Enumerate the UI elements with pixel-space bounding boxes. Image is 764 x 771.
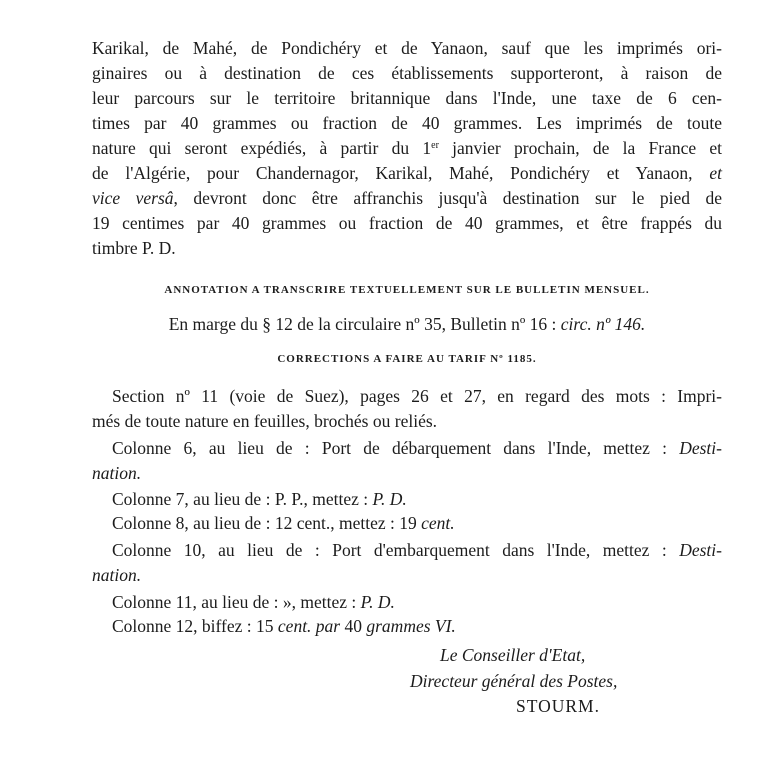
corrections-heading: CORRECTIONS A FAIRE AU TARIF Nº 1185. — [277, 353, 537, 365]
annotation-text: En marge du § 12 de la circulaire nº 35, Bulletin nº 16 : circ. nº 146. — [168, 314, 646, 334]
correction-line: més de toute nature en feuilles, brochés ou reliés. — [92, 411, 438, 431]
correction-line: nation. — [92, 463, 142, 483]
correction-line: nation. — [92, 565, 142, 585]
correction-line: Colonne 10, au lieu de : Port d'embarquement dans l'Inde, mettez : Desti- — [112, 540, 722, 560]
correction-line: Section nº 11 (voie de Suez), pages 26 et 27, en regard des mots : Impri- — [112, 386, 722, 406]
paragraph-line: de l'Algérie, pour Chandernagor, Karikal, Mahé, Pondichéry et Yanaon, et — [92, 163, 722, 183]
paragraph-line: timbre P. D. — [92, 238, 176, 258]
correction-line: Colonne 11, au lieu de : », mettez : P. D. — [112, 592, 395, 612]
annotation-heading: ANNOTATION A TRANSCRIRE TEXTUELLEMENT SUR LE BULLETIN MENSUEL. — [164, 284, 650, 296]
paragraph-line: vice versâ, devront donc être affranchis jusqu'à destination sur le pied de — [92, 188, 722, 208]
paragraph-line: Karikal, de Mahé, de Pondichéry et de Yanaon, sauf que les imprimés ori- — [92, 38, 722, 58]
paragraph-line: leur parcours sur le territoire britannique dans l'Inde, une taxe de 6 cen- — [92, 88, 722, 108]
signature-title: Le Conseiller d'Etat, — [440, 645, 586, 665]
signature-name: STOURM. — [516, 696, 600, 716]
correction-line: Colonne 7, au lieu de : P. P., mettez : P. D. — [112, 489, 407, 509]
correction-line: Colonne 12, biffez : 15 cent. par 40 grammes VI. — [112, 616, 456, 636]
correction-line: Colonne 6, au lieu de : Port de débarquement dans l'Inde, mettez : Desti- — [112, 438, 722, 458]
correction-line: Colonne 8, au lieu de : 12 cent., mettez : 19 cent. — [112, 513, 455, 533]
signature-office: Directeur général des Postes, — [410, 671, 618, 691]
paragraph-line: nature qui seront expédiés, à partir du 1er janvier prochain, de la France et — [92, 138, 723, 158]
superscript: er — [431, 140, 439, 151]
paragraph-line: ginaires ou à destination de ces établissements supporteront, à raison de — [92, 63, 722, 83]
paragraph-line: times par 40 grammes ou fraction de 40 grammes. Les imprimés de toute — [92, 113, 722, 133]
paragraph-line: 19 centimes par 40 grammes ou fraction de 40 grammes, et être frappés du — [92, 213, 722, 233]
